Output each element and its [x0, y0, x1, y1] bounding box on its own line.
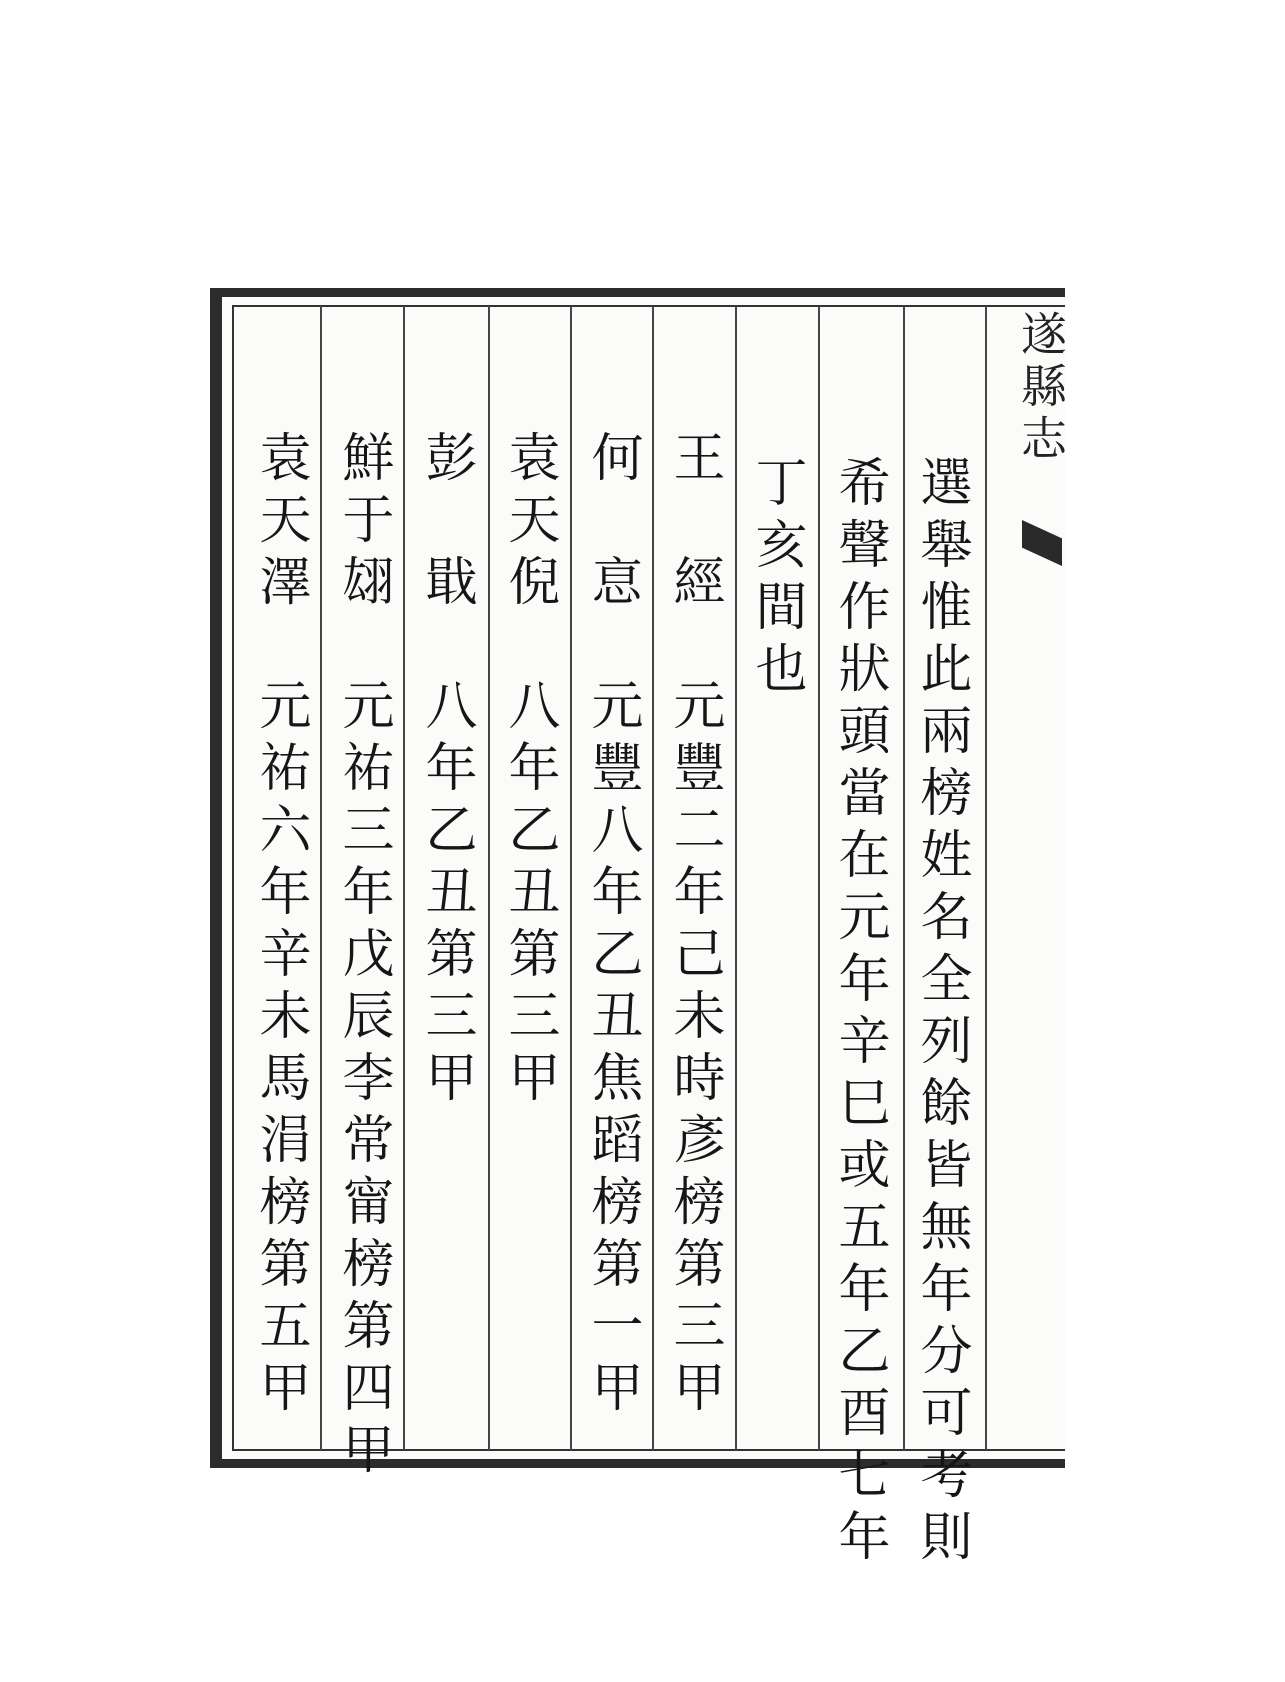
text-column-3: 丁亥間也 — [746, 455, 806, 703]
column-rule — [403, 306, 405, 1450]
column-rule — [320, 306, 322, 1450]
column-rule — [488, 306, 490, 1450]
column-rule — [903, 306, 905, 1450]
banxin-title: 遂縣志 — [1014, 310, 1068, 466]
text-column-5: 何 恴 元豐八年乙丑焦蹈榜第一甲 — [582, 430, 642, 1422]
text-column-2: 希聲作狀頭當在元年辛巳或五年乙酉七年 — [829, 455, 889, 1571]
text-column-9: 袁天澤 元祐六年辛未馬涓榜第五甲 — [250, 430, 310, 1422]
column-rule — [735, 306, 737, 1450]
column-rule — [985, 306, 987, 1450]
text-column-1: 選舉惟此兩榜姓名全列餘皆無年分可考則 — [911, 455, 971, 1571]
column-rule — [570, 306, 572, 1450]
column-rule — [818, 306, 820, 1450]
text-column-7: 彭 戢 八年乙丑第三甲 — [416, 430, 476, 1112]
text-column-6: 袁天倪 八年乙丑第三甲 — [499, 430, 559, 1112]
text-column-4: 王 經 元豐二年己未時彥榜第三甲 — [664, 430, 724, 1422]
column-rule — [652, 306, 654, 1450]
text-column-8: 鮮于翃 元祐三年戊辰李常甯榜第四甲 — [333, 430, 393, 1484]
